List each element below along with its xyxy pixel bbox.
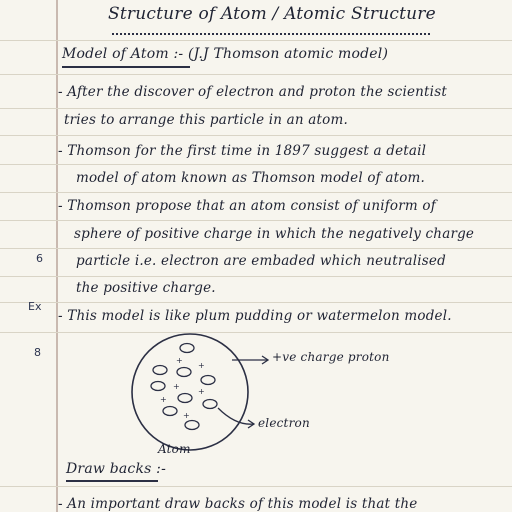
plus-signs (160, 356, 205, 420)
proton-label: +ve charge proton (272, 350, 390, 364)
margin-mark: Ex (28, 300, 42, 313)
electron-mark (201, 376, 215, 385)
plus-sign: + (183, 411, 190, 420)
text-line: - Thomson propose that an atom consist of uniform of (58, 198, 436, 214)
electron-mark (203, 400, 217, 409)
plus-sign: + (176, 356, 183, 365)
text-line: particle i.e. electron are embaded which neutralised (76, 253, 446, 269)
electron-mark (163, 407, 177, 416)
text-line: - This model is like plum pudding or watermelon model. (58, 308, 452, 324)
plus-sign: + (160, 395, 167, 404)
page-title: Structure of Atom / Atomic Structure (108, 4, 436, 24)
electron-mark (178, 394, 192, 403)
electron-label: electron (258, 416, 310, 430)
text-line: - An important draw backs of this model is that the (58, 496, 418, 512)
margin-mark: 8 (34, 346, 41, 359)
plus-sign: + (173, 382, 180, 391)
drawbacks-underline (66, 480, 158, 482)
electron-pointer (218, 408, 254, 424)
electron-mark (180, 344, 194, 353)
drawbacks-heading: Draw backs :- (66, 461, 167, 477)
electron-mark (185, 421, 199, 430)
text-line: tries to arrange this particle in an atom. (64, 112, 349, 128)
text-line: the positive charge. (76, 280, 216, 296)
text-line: sphere of positive charge in which the negatively charge (74, 226, 475, 242)
plus-sign: + (198, 361, 205, 370)
electron-mark (177, 368, 191, 377)
electron-mark (153, 366, 167, 375)
margin-mark: 6 (36, 252, 43, 265)
atom-caption: Atom (158, 442, 191, 456)
electron-mark (151, 382, 165, 391)
text-line: model of atom known as Thomson model of atom. (76, 170, 426, 186)
section-heading: Model of Atom :- (J.J Thomson atomic model) (62, 46, 389, 62)
plus-sign: + (198, 387, 205, 396)
text-line: - Thomson for the first time in 1897 suggest a detail (58, 143, 427, 159)
text-line: - After the discover of electron and proton the scientist (58, 84, 447, 100)
